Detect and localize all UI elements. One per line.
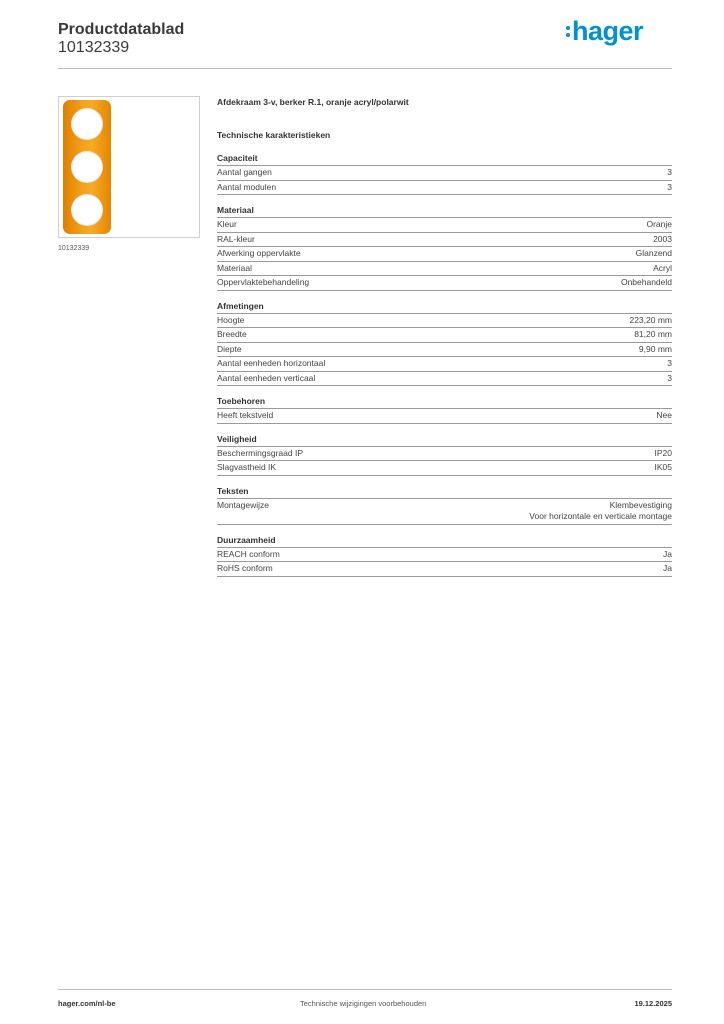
frame-opening-2 [71,151,103,183]
spec-row [217,218,672,233]
spec-value: IK05 [654,462,672,472]
spec-row [217,166,672,181]
spec-row [217,548,672,563]
spec-row [217,328,672,343]
spec-label: Breedte [217,329,247,339]
tech-heading: Technische karakteristieken [217,130,331,140]
spec-label: RoHS conform [217,563,273,573]
footer-website: hager.com/nl-be [58,999,116,1008]
spec-label: Hoogte [217,314,245,325]
product-image [58,96,200,238]
image-caption: 10132339 [58,245,90,252]
product-title: Afdekraam 3-v, berker R.1, oranje acryl/polarwit [217,97,409,107]
spec-row [217,343,672,358]
spec-label: REACH conform [217,548,280,559]
spec-value-line: Klembevestiging [609,499,672,510]
spec-row [217,447,672,462]
group-heading: Teksten [217,486,672,499]
group-heading: Afmetingen [217,301,672,314]
spec-label: Oppervlaktebehandeling [217,277,310,287]
footer-divider [58,989,672,990]
spec-value: Nee [656,410,672,420]
spec-row [217,409,672,424]
spec-value: 81,20 mm [634,329,672,339]
spec-label: Aantal eenheden horizontaal [217,358,326,368]
spec-value: IP20 [654,447,672,458]
cover-frame-illustration [63,100,111,234]
spec-label: Aantal gangen [217,167,272,177]
spec-groups [217,153,672,577]
document-number: 10132339 [58,39,130,56]
spec-value: 9,90 mm [638,343,672,354]
spec-row [217,276,672,291]
spec-row [217,233,672,248]
group-heading: Toebehoren [217,396,672,409]
hager-logo [566,16,643,47]
group-heading: Veiligheid [217,434,672,447]
spec-value: Acryl [653,262,672,273]
spec-value: Onbehandeld [620,277,672,287]
spec-content [217,97,672,577]
spec-value: Glanzend [635,248,672,258]
spec-label: Montagewijze [217,499,269,510]
group-heading: Materiaal [217,205,672,218]
spec-value: Oranje [646,219,672,229]
spec-label: Materiaal [217,262,252,273]
spec-row [217,562,672,577]
logo-text: hager [572,16,644,46]
spec-value: 3 [667,181,672,192]
header-divider [58,68,672,69]
footer-date: 19.12.2025 [634,999,672,1008]
spec-row [217,499,672,525]
spec-row [217,314,672,329]
spec-row [217,461,672,476]
document-title: Productdatablad [58,21,185,38]
spec-row [217,262,672,277]
spec-label: Afwerking oppervlakte [217,248,301,258]
spec-value: 223,20 mm [629,314,672,325]
spec-label: Heeft tekstveld [217,410,274,420]
spec-value [529,500,672,522]
spec-label: Kleur [217,219,237,229]
spec-value: 3 [667,167,672,177]
spec-value-line: Voor horizontale en verticale montage [529,510,672,521]
spec-value: Ja [663,563,672,573]
spec-row [217,357,672,372]
logo-dots-icon [566,26,570,40]
group-heading: Capaciteit [217,153,672,166]
spec-value: 3 [667,358,672,368]
spec-value: Ja [663,548,672,559]
spec-label: Aantal modulen [217,181,277,192]
spec-row [217,247,672,262]
spec-label: Diepte [217,343,242,354]
group-heading: Duurzaamheid [217,535,672,548]
spec-label: RAL-kleur [217,233,255,244]
spec-label: Slagvastheid IK [217,462,277,472]
spec-label: Beschermingsgraad IP [217,447,303,458]
spec-label: Aantal eenheden verticaal [217,372,316,383]
footer-disclaimer: Technische wijzigingen voorbehouden [300,999,427,1008]
frame-opening-1 [71,108,103,140]
frame-opening-3 [71,194,103,226]
spec-value: 2003 [653,233,672,244]
spec-value: 3 [667,372,672,383]
spec-row [217,372,672,387]
spec-row [217,181,672,196]
